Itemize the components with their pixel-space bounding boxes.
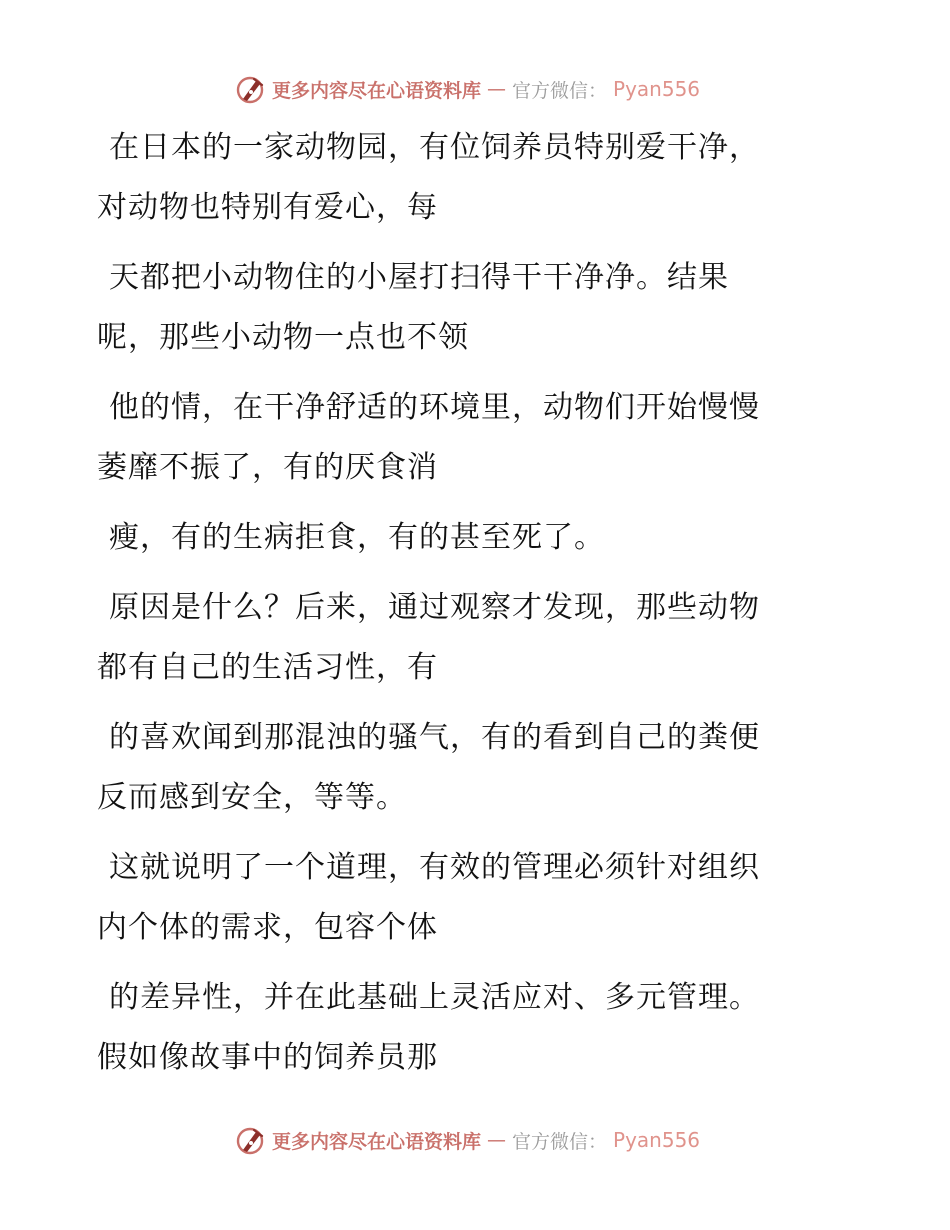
paragraph bbox=[97, 118, 857, 238]
paragraph-line: 的喜欢闻到那混浊的骚气，有的看到自己的粪便 bbox=[109, 720, 760, 755]
banner-wechat-id: Pyan556 bbox=[613, 1128, 701, 1152]
paragraph-line: 的差异性，并在此基础上灵活应对、多元管理。 bbox=[109, 980, 760, 1015]
paragraph bbox=[97, 508, 857, 568]
banner-dash: — bbox=[487, 78, 507, 100]
paragraph-line: 对动物也特别有爱心，每 bbox=[97, 190, 438, 225]
paragraph bbox=[97, 378, 857, 498]
paragraph-line: 内个体的需求，包容个体 bbox=[97, 910, 438, 945]
paragraph-line: 假如像故事中的饲养员那 bbox=[97, 1040, 438, 1075]
banner-wechat-label: 官方微信： bbox=[512, 79, 608, 102]
banner-site-name: 更多内容尽在心语资料库 bbox=[272, 79, 482, 102]
paragraph-line: 他的情，在干净舒适的环境里，动物们开始慢慢 bbox=[109, 390, 760, 425]
paragraph-line: 瘦，有的生病拒食，有的甚至死了。 bbox=[109, 520, 605, 555]
paragraph-line: 原因是什么？后来，通过观察才发现，那些动物 bbox=[109, 590, 760, 625]
paragraph-line: 这就说明了一个道理，有效的管理必须针对组织 bbox=[109, 850, 760, 885]
paragraph-line: 天都把小动物住的小屋打扫得干干净净。结果 bbox=[109, 260, 729, 295]
paragraph-line: 都有自己的生活习性，有 bbox=[97, 650, 438, 685]
paragraph bbox=[97, 968, 857, 1088]
paragraph-line: 在日本的一家动物园，有位饲养员特别爱干净， bbox=[109, 130, 760, 165]
paragraph bbox=[97, 248, 857, 368]
pen-nib-logo-icon bbox=[234, 1124, 266, 1156]
paragraph-line: 萎靡不振了，有的厌食消 bbox=[97, 450, 438, 485]
article-body bbox=[97, 118, 857, 1098]
pen-nib-logo-icon bbox=[234, 73, 266, 105]
banner-wechat-id: Pyan556 bbox=[613, 77, 701, 101]
banner-wechat-label: 官方微信： bbox=[512, 1130, 608, 1153]
footer-banner bbox=[234, 1123, 754, 1157]
paragraph-line: 反而感到安全，等等。 bbox=[97, 780, 407, 815]
header-banner bbox=[234, 72, 754, 106]
banner-site-name: 更多内容尽在心语资料库 bbox=[272, 1130, 482, 1153]
paragraph bbox=[97, 578, 857, 698]
paragraph bbox=[97, 708, 857, 828]
paragraph bbox=[97, 838, 857, 958]
paragraph-line: 呢，那些小动物一点也不领 bbox=[97, 320, 469, 355]
banner-dash: — bbox=[487, 1129, 507, 1151]
